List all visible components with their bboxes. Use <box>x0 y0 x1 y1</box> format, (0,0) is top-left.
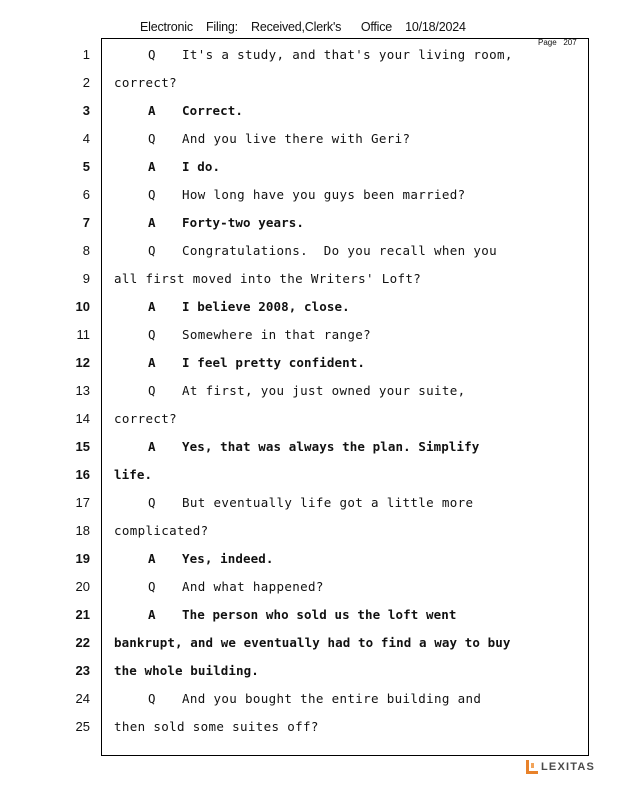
transcript-line <box>114 209 579 237</box>
speaker-label: A <box>148 551 156 566</box>
transcript-line <box>114 657 579 685</box>
line-number: 6 <box>82 187 90 202</box>
transcript-line <box>114 517 579 545</box>
line-number: 20 <box>75 579 90 594</box>
line-number: 18 <box>75 523 90 538</box>
line-text: And what happened? <box>182 579 324 594</box>
line-number: 19 <box>75 551 90 566</box>
line-number: 2 <box>82 75 90 90</box>
transcript-line <box>114 321 579 349</box>
line-text: The person who sold us the loft went <box>182 607 457 622</box>
line-text: correct? <box>114 75 178 90</box>
line-text: Forty-two years. <box>182 215 305 230</box>
speaker-label: A <box>148 439 156 454</box>
speaker-label: A <box>148 159 156 174</box>
speaker-label: Q <box>148 187 156 202</box>
transcript-line <box>114 293 579 321</box>
page-number: Page 207 <box>538 38 577 47</box>
speaker-label: Q <box>148 383 156 398</box>
lexitas-logo-text: LEXITAS <box>541 761 596 773</box>
line-number: 22 <box>75 635 90 650</box>
line-number: 4 <box>82 131 90 146</box>
line-number: 21 <box>75 607 90 622</box>
transcript-line <box>114 349 579 377</box>
line-number: 16 <box>75 467 90 482</box>
speaker-label: Q <box>148 579 156 594</box>
line-text: It's a study, and that's your living room, <box>182 47 513 62</box>
speaker-label: Q <box>148 327 156 342</box>
line-number: 10 <box>75 299 90 314</box>
transcript-body <box>114 41 579 741</box>
transcript-line <box>114 461 579 489</box>
speaker-label: Q <box>148 691 156 706</box>
transcript-line <box>114 545 579 573</box>
line-text: I feel pretty confident. <box>182 355 366 370</box>
lexitas-logo <box>525 758 595 776</box>
line-text: Congratulations. Do you recall when you <box>182 243 498 258</box>
transcript-line <box>114 601 579 629</box>
line-number: 14 <box>75 411 90 426</box>
line-number: 13 <box>75 383 90 398</box>
transcript-line <box>114 685 579 713</box>
line-text: I believe 2008, close. <box>182 299 350 314</box>
line-number: 9 <box>82 271 90 286</box>
filing-stamp-header: Electronic Filing: Received,Clerk's Office 10/18/2024 <box>140 20 466 34</box>
line-text: I do. <box>182 159 221 174</box>
transcript-line <box>114 573 579 601</box>
line-text: all first moved into the Writers' Loft? <box>114 271 422 286</box>
line-text: bankrupt, and we eventually had to find a way to buy <box>114 635 511 650</box>
transcript-line <box>114 265 579 293</box>
line-number: 8 <box>82 243 90 258</box>
transcript-line <box>114 433 579 461</box>
line-number: 7 <box>82 215 90 230</box>
speaker-label: Q <box>148 495 156 510</box>
line-number: 17 <box>75 495 90 510</box>
line-number-column <box>60 41 90 741</box>
transcript-line <box>114 41 579 69</box>
transcript-line <box>114 125 579 153</box>
speaker-label: A <box>148 215 156 230</box>
line-number: 24 <box>75 691 90 706</box>
line-text: complicated? <box>114 523 209 538</box>
line-text: life. <box>114 467 153 482</box>
transcript-line <box>114 713 579 741</box>
transcript-line <box>114 237 579 265</box>
line-text: the whole building. <box>114 663 259 678</box>
line-number: 1 <box>82 47 90 62</box>
transcript-line <box>114 377 579 405</box>
line-text: Correct. <box>182 103 244 118</box>
transcript-line <box>114 153 579 181</box>
speaker-label: Q <box>148 131 156 146</box>
transcript-line <box>114 181 579 209</box>
line-number: 12 <box>75 355 90 370</box>
transcript-line <box>114 629 579 657</box>
line-text: At first, you just owned your suite, <box>182 383 466 398</box>
line-number: 3 <box>82 103 90 118</box>
transcript-line <box>114 489 579 517</box>
speaker-label: A <box>148 299 156 314</box>
transcript-line <box>114 97 579 125</box>
line-number: 11 <box>76 327 90 342</box>
line-number: 25 <box>75 719 90 734</box>
speaker-label: A <box>148 607 156 622</box>
line-text: Yes, indeed. <box>182 551 274 566</box>
line-text: And you live there with Geri? <box>182 131 411 146</box>
line-number: 5 <box>82 159 90 174</box>
speaker-label: Q <box>148 243 156 258</box>
speaker-label: A <box>148 103 156 118</box>
line-text: Yes, that was always the plan. Simplify <box>182 439 480 454</box>
line-text: But eventually life got a little more <box>182 495 474 510</box>
line-text: How long have you guys been married? <box>182 187 466 202</box>
line-text: then sold some suites off? <box>114 719 319 734</box>
line-number: 15 <box>75 439 90 454</box>
speaker-label: Q <box>148 47 156 62</box>
line-text: Somewhere in that range? <box>182 327 372 342</box>
line-text: And you bought the entire building and <box>182 691 482 706</box>
transcript-line <box>114 69 579 97</box>
line-text: correct? <box>114 411 178 426</box>
line-number: 23 <box>75 663 90 678</box>
lexitas-logo-icon <box>525 759 539 775</box>
transcript-line <box>114 405 579 433</box>
speaker-label: A <box>148 355 156 370</box>
